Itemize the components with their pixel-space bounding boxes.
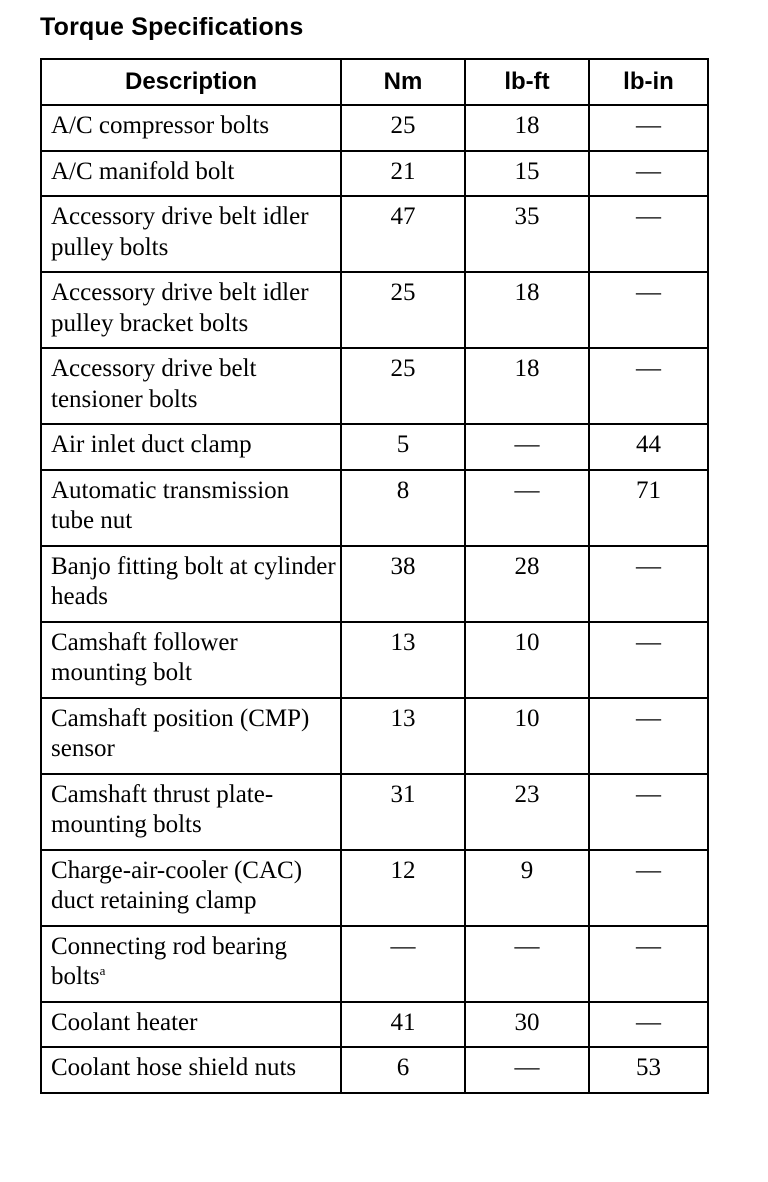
row-nm: 12 — [341, 850, 465, 926]
row-lbft: 9 — [465, 850, 589, 926]
description-text: A/C manifold bolt — [51, 157, 235, 185]
row-nm: 41 — [341, 1002, 465, 1048]
row-nm: 31 — [341, 774, 465, 850]
row-lbft: 15 — [465, 151, 589, 197]
row-nm: 25 — [341, 348, 465, 424]
row-lbft: 18 — [465, 348, 589, 424]
row-nm: 13 — [341, 622, 465, 698]
page-title: Torque Specifications — [40, 13, 304, 41]
row-description — [41, 698, 341, 774]
row-lbin: 71 — [589, 470, 708, 546]
description-text: A/C compressor bolts — [51, 112, 270, 139]
row-nm: 6 — [341, 1047, 465, 1093]
table-row — [41, 272, 708, 348]
row-nm: 5 — [341, 424, 465, 470]
row-lbin: — — [589, 926, 708, 1002]
row-lbin: — — [589, 348, 708, 424]
torque-spec-table — [40, 58, 709, 1094]
row-lbin: — — [589, 850, 708, 926]
description-text: Accessory drive belt idler pulley bolts — [51, 203, 309, 261]
table-row — [41, 926, 708, 1002]
row-lbft: — — [465, 424, 589, 470]
row-lbft: 10 — [465, 698, 589, 774]
column-header-lbft: lb-ft — [465, 59, 589, 105]
row-lbin: — — [589, 622, 708, 698]
table-header-row — [41, 59, 708, 105]
row-description — [41, 272, 341, 348]
row-description — [41, 470, 341, 546]
column-header-nm: Nm — [341, 59, 465, 105]
table-row — [41, 424, 708, 470]
description-text: Coolant hose shield nuts — [51, 1054, 297, 1081]
row-description — [41, 1002, 341, 1048]
description-text: Coolant heater — [51, 1008, 198, 1036]
row-nm: 21 — [341, 151, 465, 197]
table-row — [41, 774, 708, 850]
table-row — [41, 698, 708, 774]
row-lbin: — — [589, 196, 708, 272]
description-text: Banjo fitting bolt at cylinder heads — [51, 552, 336, 610]
row-description — [41, 105, 341, 151]
table-row — [41, 1002, 708, 1048]
row-lbin: — — [589, 698, 708, 774]
row-lbin: 44 — [589, 424, 708, 470]
row-lbft: — — [465, 1047, 589, 1093]
row-lbft: 18 — [465, 272, 589, 348]
row-lbft: 35 — [465, 196, 589, 272]
column-header-description: Description — [41, 59, 341, 105]
row-lbin: — — [589, 546, 708, 622]
row-lbin: — — [589, 1002, 708, 1048]
row-lbin: 53 — [589, 1047, 708, 1093]
description-text: Accessory drive belt idler pulley bracket bolts — [51, 279, 309, 337]
row-nm: 8 — [341, 470, 465, 546]
row-lbft: — — [465, 470, 589, 546]
row-lbin: — — [589, 272, 708, 348]
table-row — [41, 546, 708, 622]
row-nm: 25 — [341, 105, 465, 151]
row-lbft: 28 — [465, 546, 589, 622]
row-lbft: — — [465, 926, 589, 1002]
description-text: Connecting rod bearing bolts — [51, 932, 288, 990]
row-nm: 13 — [341, 698, 465, 774]
row-lbft: 23 — [465, 774, 589, 850]
row-description — [41, 424, 341, 470]
column-header-lbin: lb-in — [589, 59, 708, 105]
table-row — [41, 196, 708, 272]
table-row — [41, 470, 708, 546]
row-nm: 25 — [341, 272, 465, 348]
description-text: Air inlet duct clamp — [51, 431, 252, 458]
table-row — [41, 1047, 708, 1093]
description-text: Camshaft thrust plate-mounting bolts — [51, 780, 274, 838]
table-row — [41, 348, 708, 424]
table-row — [41, 105, 708, 151]
row-description — [41, 546, 341, 622]
table-row — [41, 622, 708, 698]
row-nm: — — [341, 926, 465, 1002]
row-lbin: — — [589, 151, 708, 197]
description-text: Camshaft position (CMP) sensor — [51, 704, 310, 762]
table-row — [41, 850, 708, 926]
row-nm: 47 — [341, 196, 465, 272]
description-text: Camshaft follower mounting bolt — [51, 628, 238, 686]
row-lbin: — — [589, 774, 708, 850]
row-description — [41, 1047, 341, 1093]
row-description — [41, 850, 341, 926]
description-text: Charge-air-cooler (CAC) duct retaining clamp — [51, 856, 303, 914]
row-lbft: 30 — [465, 1002, 589, 1048]
row-lbft: 18 — [465, 105, 589, 151]
description-text: Automatic transmission tube nut — [51, 476, 290, 534]
row-description — [41, 926, 341, 1002]
row-description — [41, 622, 341, 698]
table-row — [41, 151, 708, 197]
row-nm: 38 — [341, 546, 465, 622]
description-text: Accessory drive belt tensioner bolts — [51, 355, 257, 413]
row-description — [41, 196, 341, 272]
row-description — [41, 774, 341, 850]
row-lbft: 10 — [465, 622, 589, 698]
footnote-marker: a — [99, 963, 106, 978]
row-description — [41, 348, 341, 424]
row-lbin: — — [589, 105, 708, 151]
row-description — [41, 151, 341, 197]
